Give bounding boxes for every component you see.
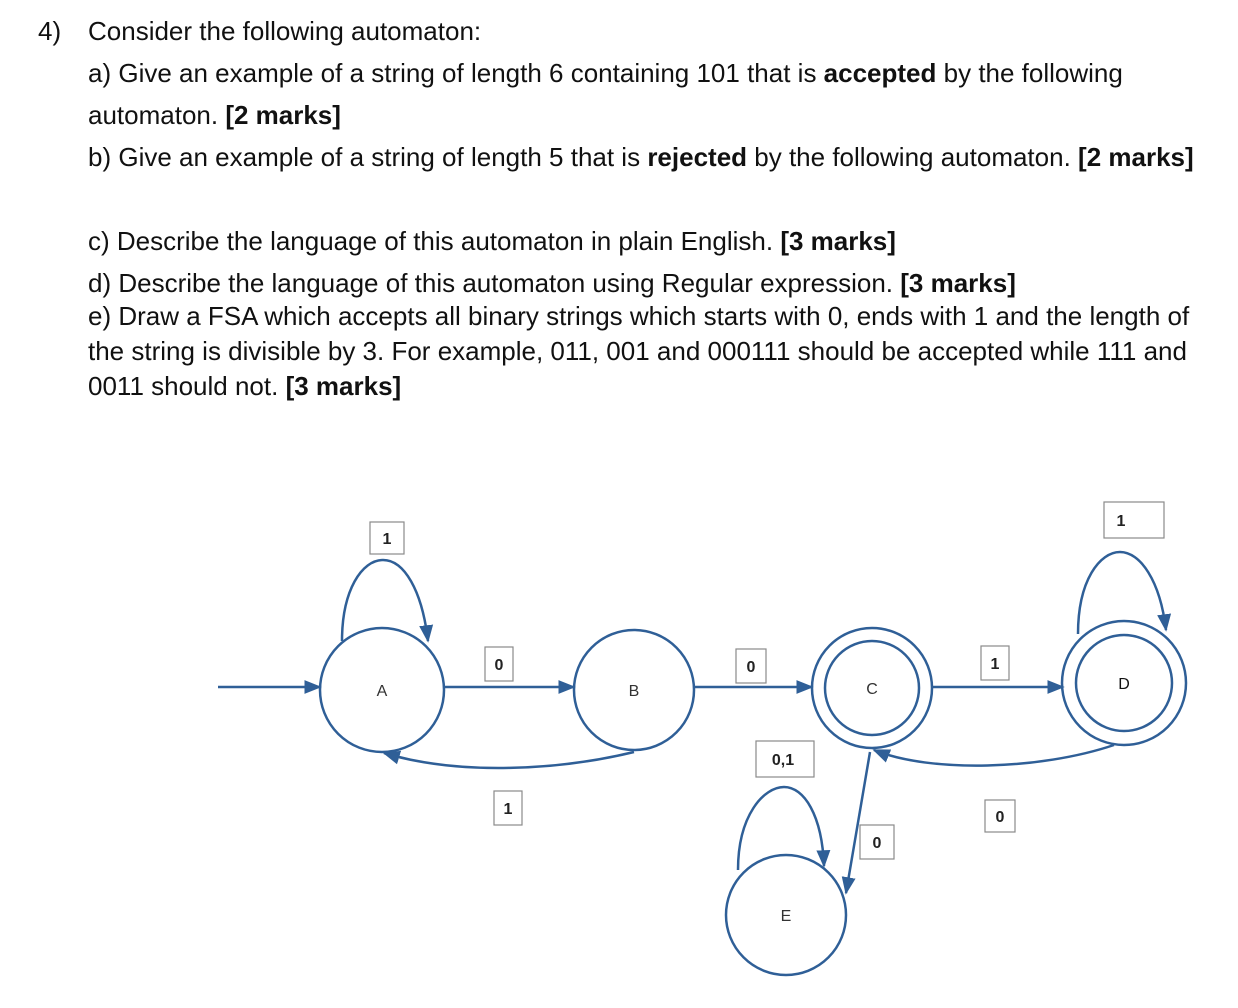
part-e-marks: [3 marks] [285, 371, 402, 401]
label-box-d-self [1104, 502, 1164, 538]
part-a-bold: accepted [823, 58, 937, 88]
state-c-label: C [866, 681, 878, 698]
transition-label-c-to-d: 1 [990, 656, 1000, 673]
transition-label-e-self: 0,1 [771, 752, 795, 769]
state-b-label: B [628, 683, 640, 700]
part-b-text-2: by the following automaton. [747, 142, 1079, 172]
transition-label-d-self: 1 [1116, 513, 1126, 530]
part-c-text: c) Describe the language of this automaton in plain English. [88, 226, 781, 256]
transition-label-a-self: 1 [382, 531, 392, 548]
state-a-label: A [376, 683, 388, 700]
state-d-label: D [1118, 676, 1130, 693]
edge-b-to-a [384, 752, 634, 768]
transition-label-c-to-e: 0 [872, 835, 882, 852]
part-a-marks: [2 marks] [225, 100, 341, 130]
state-e-label: E [780, 908, 792, 925]
question-number: 4) [38, 16, 62, 46]
part-a-text-2: by the following automaton. [88, 58, 1123, 130]
edge-d-to-c [874, 745, 1114, 766]
transition-label-a-to-b: 0 [494, 657, 504, 674]
part-b-marks: [2 marks] [1078, 142, 1194, 172]
part-c-marks: [3 marks] [780, 226, 896, 256]
part-b-bold: rejected [647, 142, 748, 172]
transition-label-b-to-a: 1 [503, 801, 513, 818]
part-e-text: e) Draw a FSA which accepts all binary strings which starts with 0, ends with 1 and the length of the string is divisible by 3. For example, 011, 001 and 000111 should be accepted while 111 and 0011 should not. [88, 301, 1190, 401]
part-d-text: d) Describe the language of this automaton using Regular expression. [88, 268, 901, 298]
transition-label-d-to-c: 0 [995, 809, 1005, 826]
part-b-text-1: b) Give an example of a string of length 5 that is [88, 142, 648, 172]
transition-label-b-to-c: 0 [746, 659, 756, 676]
edge-c-to-e [846, 752, 870, 893]
part-a-text-1: a) Give an example of a string of length 6 containing 101 that is [88, 58, 824, 88]
edge-e-self [738, 787, 824, 870]
part-d-marks: [3 marks] [900, 268, 1016, 298]
question-intro: Consider the following automaton: [88, 16, 482, 46]
